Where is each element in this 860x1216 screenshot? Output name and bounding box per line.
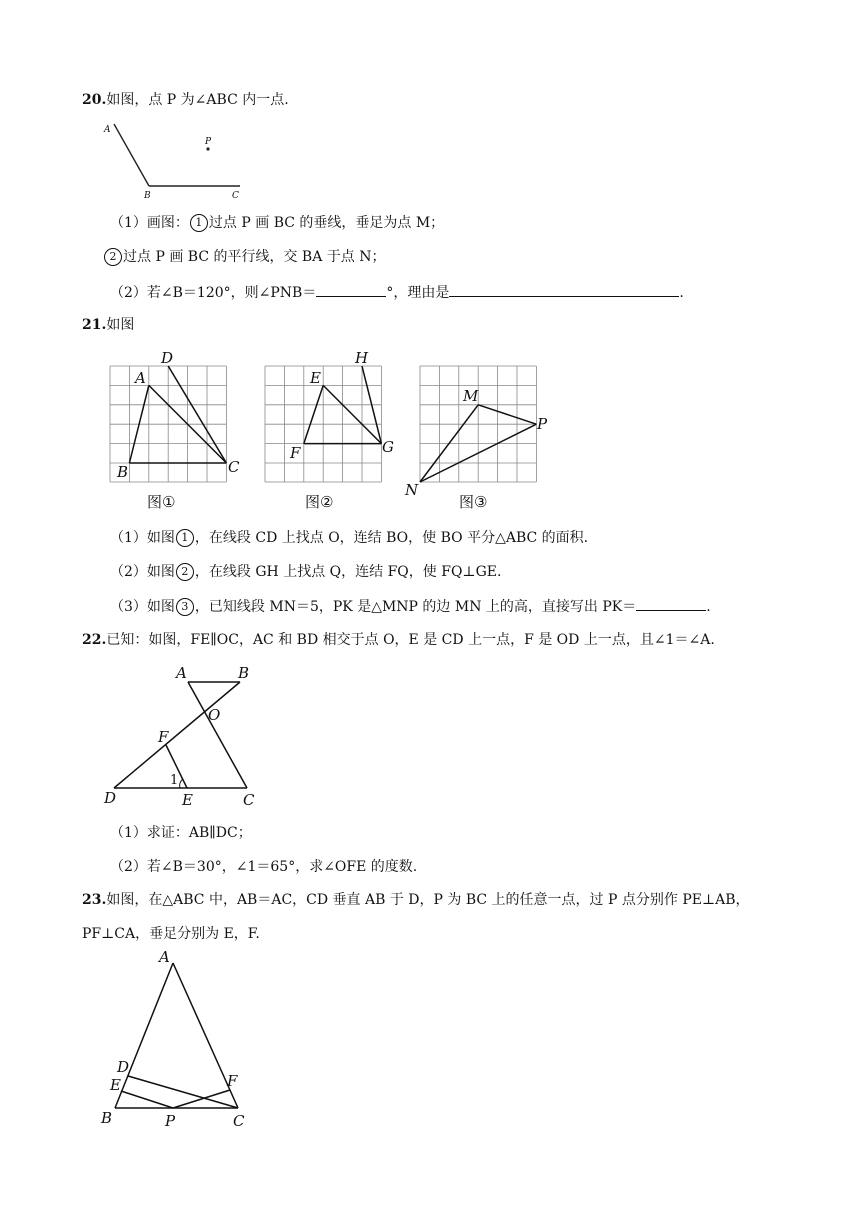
q20-part1-step2: 过点 P 画 BC 的平行线，交 BA 于点 N；: [123, 249, 386, 265]
q21-label-c: C: [228, 458, 240, 476]
q22-number: 22.: [82, 632, 107, 648]
q22-part2: （2）若∠B＝30°，∠1＝65°，求∠OFE 的度数.: [110, 859, 418, 875]
q22-label-o: O: [208, 706, 221, 724]
q21-part3-b: ，已知线段 MN＝5，PK 是△MNP 的边 MN 上的高，直接写出 PK＝: [194, 599, 637, 615]
answer-blank[interactable]: [636, 596, 706, 611]
q20-part1-step1: 过点 P 画 BC 的垂线，垂足为点 M；: [208, 215, 445, 231]
circled-number-3: 3: [176, 598, 194, 616]
q21-part3: [110, 596, 711, 617]
q22-label-e: E: [182, 791, 193, 809]
q22-label-1: 1: [170, 773, 179, 788]
q20-part2-text-b: °，理由是: [386, 285, 450, 301]
q22-label-b: B: [238, 664, 250, 682]
q21-part3-a: （3）如图: [110, 599, 175, 615]
q23-number: 23.: [82, 892, 107, 908]
q21-caption-3: 图③: [459, 493, 488, 511]
q21-stem-text: 如图: [106, 317, 135, 333]
q23-label-a: A: [159, 948, 170, 966]
q20-label-a: A: [104, 125, 111, 135]
q20-part2-end: .: [679, 285, 684, 301]
answer-blank[interactable]: [449, 282, 679, 297]
q23-label-f: F: [227, 1072, 238, 1090]
q20-ray-ba: [114, 124, 149, 186]
q21-caption-1: 图①: [147, 493, 176, 511]
q21-label-g: G: [382, 438, 394, 456]
q20-part1-prefix: （1）画图：: [110, 215, 189, 231]
q20-part1-line1: [110, 213, 444, 233]
q21-label-a: A: [135, 369, 146, 387]
q22-stem-text: 已知：如图，FE∥OC，AC 和 BD 相交于点 O，E 是 CD 上一点，F 是 OD 上一点，且∠1＝∠A.: [106, 632, 715, 648]
q20-label-p: P: [205, 137, 212, 147]
q22-figure: [100, 660, 290, 810]
circled-number-1: 1: [176, 529, 194, 547]
q21-label-h: H: [355, 349, 369, 367]
q23-stem-text-1: 如图，在△ABC 中，AB＝AC，CD 垂直 AB 于 D，P 为 BC 上的任意一点，过 P 点分别作 PE⊥AB，: [106, 892, 750, 908]
q21-grid-3: [420, 366, 536, 482]
q23-label-p: P: [165, 1112, 176, 1130]
q21-label-d: D: [161, 349, 174, 367]
q21-label-b: B: [117, 463, 129, 481]
q21-label-p: P: [537, 415, 548, 433]
q23-label-e: E: [110, 1076, 121, 1094]
answer-blank[interactable]: [316, 282, 386, 297]
q22-label-a: A: [176, 664, 187, 682]
q23-stem-line2: PF⊥CA，垂足分别为 E，F.: [82, 926, 260, 942]
q22-label-f: F: [158, 728, 169, 746]
q23-seg-pe: [121, 1091, 173, 1108]
q22-stem: [82, 630, 715, 650]
q20-stem-text: 如图，点 P 为∠ABC 内一点.: [106, 92, 289, 108]
q20-label-c: C: [232, 191, 239, 201]
q21-number: 21.: [82, 317, 107, 333]
q21-label-m: M: [463, 387, 479, 405]
q22-part1: （1）求证：AB∥DC；: [110, 825, 252, 841]
q21-seg-mp: [478, 405, 536, 424]
q21-part2-a: （2）如图: [110, 564, 175, 580]
q21-caption-2: 图②: [305, 493, 334, 511]
q22-seg-ac: [188, 682, 247, 788]
q21-label-n: N: [405, 481, 419, 499]
circled-number-2: 2: [104, 248, 122, 266]
q23-seg-pf: [173, 1090, 230, 1108]
q21-label-f: F: [290, 444, 301, 462]
q21-grid-2: [265, 366, 381, 482]
q20-point-p: [206, 147, 209, 150]
q20-label-b: B: [144, 191, 151, 201]
q23-label-d: D: [117, 1058, 130, 1076]
q21-seg-ef: [304, 385, 323, 443]
q22-label-c: C: [243, 791, 255, 809]
q21-part2: [110, 562, 501, 582]
q21-part3-end: .: [706, 599, 711, 615]
q23-label-b: B: [101, 1109, 113, 1127]
q21-label-e: E: [310, 369, 321, 387]
q23-figure: [95, 950, 255, 1135]
q21-part2-b: ，在线段 GH 上找点 Q，连结 FQ，使 FQ⊥GE.: [194, 564, 502, 580]
q21-part1-b: ，在线段 CD 上找点 O，连结 BO，使 BO 平分△ABC 的面积.: [194, 530, 589, 546]
q21-part1: [110, 528, 588, 548]
q20-stem: [82, 90, 289, 110]
q23-label-c: C: [233, 1112, 245, 1130]
q20-number: 20.: [82, 92, 107, 108]
q21-seg-eg: [323, 385, 381, 443]
q21-figures: [105, 345, 565, 513]
q20-figure: [100, 118, 270, 203]
q23-stem-line1: [82, 890, 750, 910]
q20-part2-text-a: （2）若∠B＝120°，则∠PNB＝: [110, 285, 317, 301]
q20-part2: [110, 282, 684, 303]
q22-label-d: D: [104, 789, 117, 807]
q20-part1-line2: [103, 247, 385, 267]
q21-part1-a: （1）如图: [110, 530, 175, 546]
q21-stem: [82, 315, 134, 335]
circled-number-2: 2: [176, 563, 194, 581]
circled-number-1: 1: [190, 214, 208, 232]
